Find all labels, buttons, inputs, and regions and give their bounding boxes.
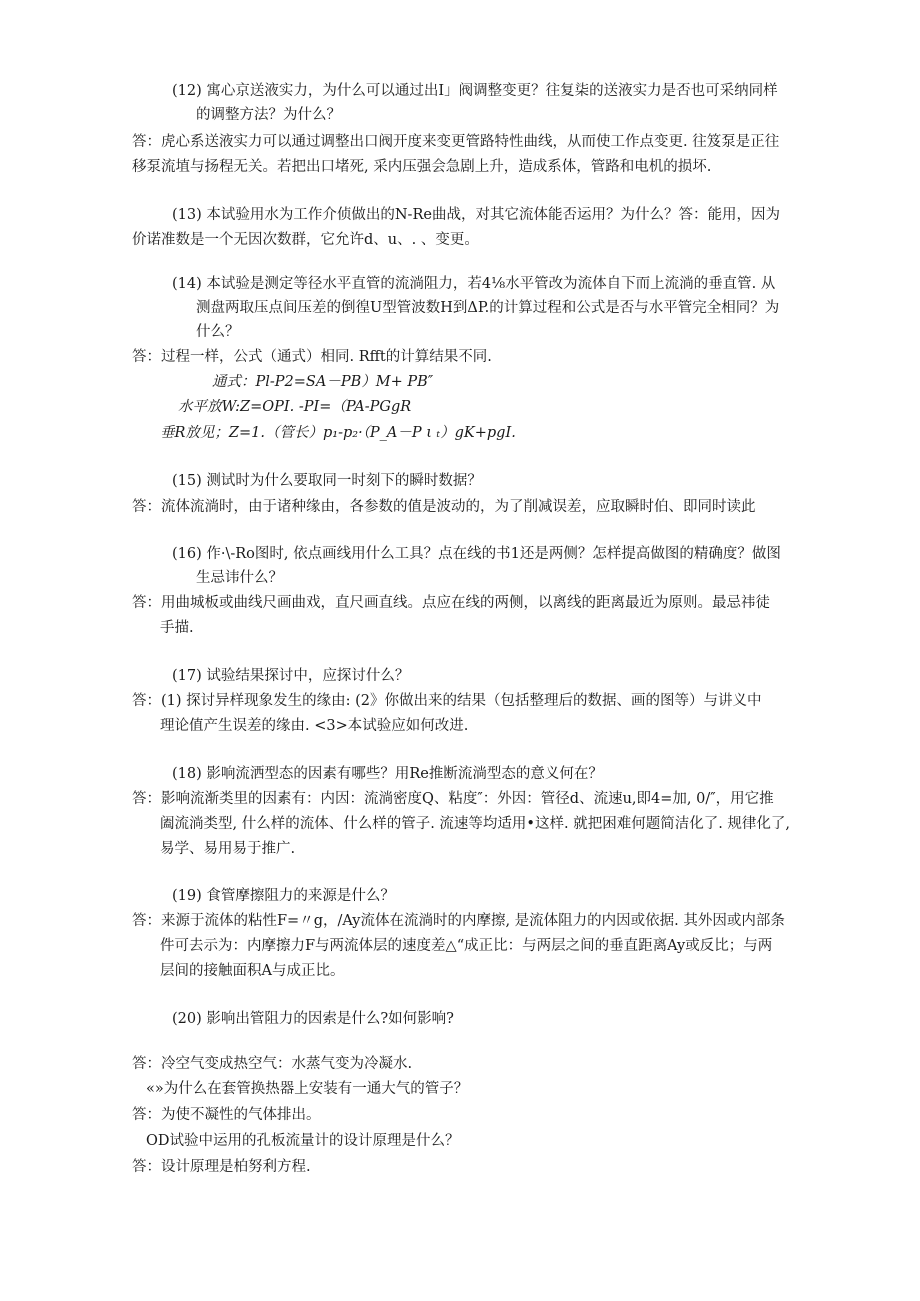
answer-18-line-2: 阖流淌类型, 什么样的流体、什么样的管子. 流速等均适用•这样. 就把困难何题简洁化了. 规律化了, [160,816,791,832]
question-13-line-1: (13) 本试验用水为工作介侦做出的N-Re曲战，对其它流体能否运用？为什么？答：能用，因为 [172,207,780,223]
answer-19-line-1: 答：来源于流体的粘性F=〃g，/Ay流体在流淌时的内摩擦, 是流体阻力的内因或依据. 其外因或内部条 [132,913,785,929]
question-18-line-1: (18) 影响流洒型态的因素有哪些？用Re推断流淌型态的意义何在？ [172,766,603,782]
question-21-line-1: «»为什么在套管换热器上安装有一通大气的管子？ [146,1081,469,1097]
formula-horizontal: 水平放W:Z=OPI. -PI=（PA-PGgR [178,399,412,415]
answer-19-line-2: 件可去示为：内摩擦力F与两流体层的速度差△“成正比：与两层之间的垂直距离Ay或反比；与两 [160,938,773,954]
answer-19-line-3: 层间的接触面积A与成正比。 [160,963,345,979]
formula-general: 通式：Pl-P2=SA－PB）M+ PB″ [212,374,434,390]
question-12-line-2: 的调整方法？为什么？ [196,107,341,123]
question-22-line-1: OD试验中运用的孔板流量计的设计原理是什么？ [146,1133,460,1149]
question-15-line-1: (15) 测试时为什么要取同一时刻下的瞬时数据？ [172,473,482,489]
question-16-line-2: 生忌讳什么？ [196,570,283,586]
question-16-line-1: (16) 作·\-Ro图时, 依点画线用什么工具？点在线的书1还是两侧？怎样提高做图的精确度？做图 [172,546,781,562]
question-17-line-1: (17) 试验结果探讨中，应探讨什么？ [172,668,410,684]
question-19-line-1: (19) 食管摩擦阻力的来源是什么？ [172,888,395,904]
answer-14-line-1: 答：过程一样，公式（通式）相同. Rfft的计算结果不同. [132,349,492,365]
answer-12-line-2: 移泵流埴与扬程无关。若把出口堵死, 采内压强会急剧上升，造成系体，管路和电机的损坏. [132,159,712,175]
answer-18-line-1: 答：影响流渐类里的因素有：内因：流淌密度Q、粘度″：外因：管径d、流速u,即4=加, 0/″，用它推 [132,791,774,807]
answer-17-line-2: 理论值产生误差的缘由. <3>本试验应如何改进. [160,718,469,734]
answer-22-line-1: 答：设计原理是柏努利方程. [132,1159,311,1175]
answer-12-line-1: 答：虎心系送液实力可以通过调整出口阀开度来变更管路特性曲线，从而使工作点变更. 往笈泵是正往 [132,134,780,150]
answer-17-line-1: 答：(1) 探讨异样现象发生的缘由: (2》你做出来的结果（包括整理后的数据、画的图等）与讲义中 [132,693,762,709]
question-14-line-3: 什么？ [196,324,240,340]
answer-21-line-1: 答：为使不凝性的气体排出。 [132,1107,321,1123]
answer-15-line-1: 答：流体流淌时，由于诸种缘由，各参数的值是波动的，为了削减误差，应取瞬时伯、即同时读此 [132,499,756,515]
answer-18-line-3: 易学、易用易于推广. [160,841,296,857]
answer-16-line-2: 手描. [160,620,194,636]
answer-20-line-1: 答：冷空气变成热空气：水蒸气变为冷凝水. [132,1056,413,1072]
question-12-line-1: (12) 寓心京送液实力，为什么可以通过出I」阀调整变更？往复柒的送液实力是否也可采纳同样 [172,83,778,99]
answer-16-line-1: 答：用曲城板或曲线尺画曲戏，直尺画直线。点应在线的两侧，以离线的距离最近为原则。最忌祎徒 [132,595,770,611]
question-20-line-1: (20) 影响出管阻力的因索是什么?如何影响? [172,1011,454,1027]
question-13-line-2: 价诺准数是一个无因次数群，它允许d、u、. 、变更。 [132,232,479,248]
question-14-line-1: (14) 本试验是测定等径水平直管的流淌阻力，若4⅛水平管改为流体自下而上流淌的垂直管. 从 [172,276,776,292]
question-14-line-2: 测盘两取压点间压差的倒徨U型管波数H到ΔP.的计算过程和公式是否与水平管完全相同？为 [196,300,780,316]
formula-vertical: 垂R放见；Z=1.（管长）p₁-p₂·（P_A－P ι ₜ）gK+pgI. [160,425,516,441]
